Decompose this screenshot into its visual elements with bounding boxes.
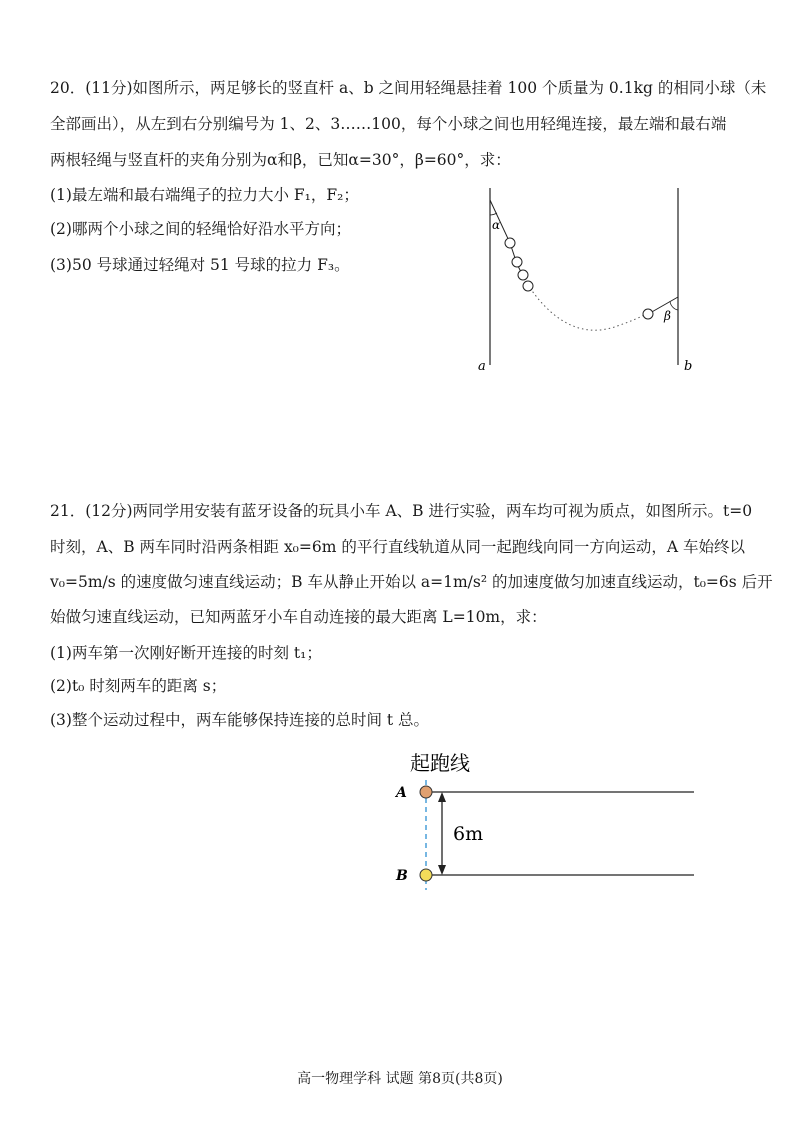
ball-2 bbox=[512, 257, 522, 267]
distance-label: 6m bbox=[453, 823, 484, 845]
angle-beta-label: β bbox=[664, 309, 671, 323]
q20-line-2: 全部画出），从左到右分别编号为 1、2、3……100，每个小球之间也用轻绳连接，最左端和最右端 bbox=[50, 115, 727, 133]
car-a bbox=[420, 786, 432, 798]
q21-line-1: 21．(12分)两同学用安装有蓝牙设备的玩具小车 A、B 进行实验，两车均可视为质点，如图所示。t=0 bbox=[50, 502, 753, 520]
ball-1 bbox=[505, 238, 515, 248]
q20-line-3: 两根轻绳与竖直杆的夹角分别为α和β，已知α=30°，β=60°，求： bbox=[50, 151, 511, 169]
q20-line-5: (2)哪两个小球之间的轻绳恰好沿水平方向； bbox=[50, 220, 351, 238]
rod-b-label: b bbox=[684, 359, 693, 374]
ball-100 bbox=[643, 309, 653, 319]
car-b bbox=[420, 869, 432, 881]
rod-a-label: a bbox=[478, 359, 486, 374]
q21-line-4: 始做匀速直线运动，已知两蓝牙小车自动连接的最大距离 L=10m，求： bbox=[50, 608, 547, 626]
angle-alpha-label: α bbox=[492, 218, 501, 232]
q21-line-5: (1)两车第一次刚好断开连接的时刻 t₁； bbox=[50, 644, 322, 662]
q21-line-6: (2)t₀ 时刻两车的距离 s； bbox=[50, 677, 227, 695]
q20-figure bbox=[460, 180, 720, 380]
q20-line-1: 20．(11分)如图所示，两足够长的竖直杆 a、b 之间用轻绳悬挂着 100 个质量为 0.1kg 的相同小球（未 bbox=[50, 79, 767, 97]
q21-figure bbox=[380, 742, 710, 892]
ball-3 bbox=[518, 270, 528, 280]
q21-line-2: 时刻，A、B 两车同时沿两条相距 x₀=6m 的平行直线轨道从同一起跑线向同一方向运动，A 车始终以 bbox=[50, 538, 745, 556]
arrow-head-up bbox=[438, 792, 446, 802]
q20-line-4: (1)最左端和最右端绳子的拉力大小 F₁，F₂； bbox=[50, 186, 359, 204]
ball-4 bbox=[523, 281, 533, 291]
q21-line-7: (3)整个运动过程中，两车能够保持连接的总时间 t 总。 bbox=[50, 711, 430, 729]
q20-line-6: (3)50 号球通过轻绳对 51 号球的拉力 F₃。 bbox=[50, 256, 350, 274]
rope-dotted bbox=[530, 288, 648, 330]
q21-line-3: v₀=5m/s 的速度做匀速直线运动；B 车从静止开始以 a=1m/s² 的加速度做匀加速直线运动，t₀=6s 后开 bbox=[50, 573, 773, 591]
page-footer: 高一物理学科 试题 第8页(共8页) bbox=[297, 1071, 503, 1087]
car-b-label: B bbox=[396, 868, 408, 884]
car-a-label: A bbox=[396, 785, 407, 801]
angle-alpha-arc bbox=[490, 213, 497, 215]
start-line-label: 起跑线 bbox=[410, 751, 470, 775]
angle-beta-arc bbox=[670, 301, 678, 310]
arrow-head-down bbox=[438, 865, 446, 875]
